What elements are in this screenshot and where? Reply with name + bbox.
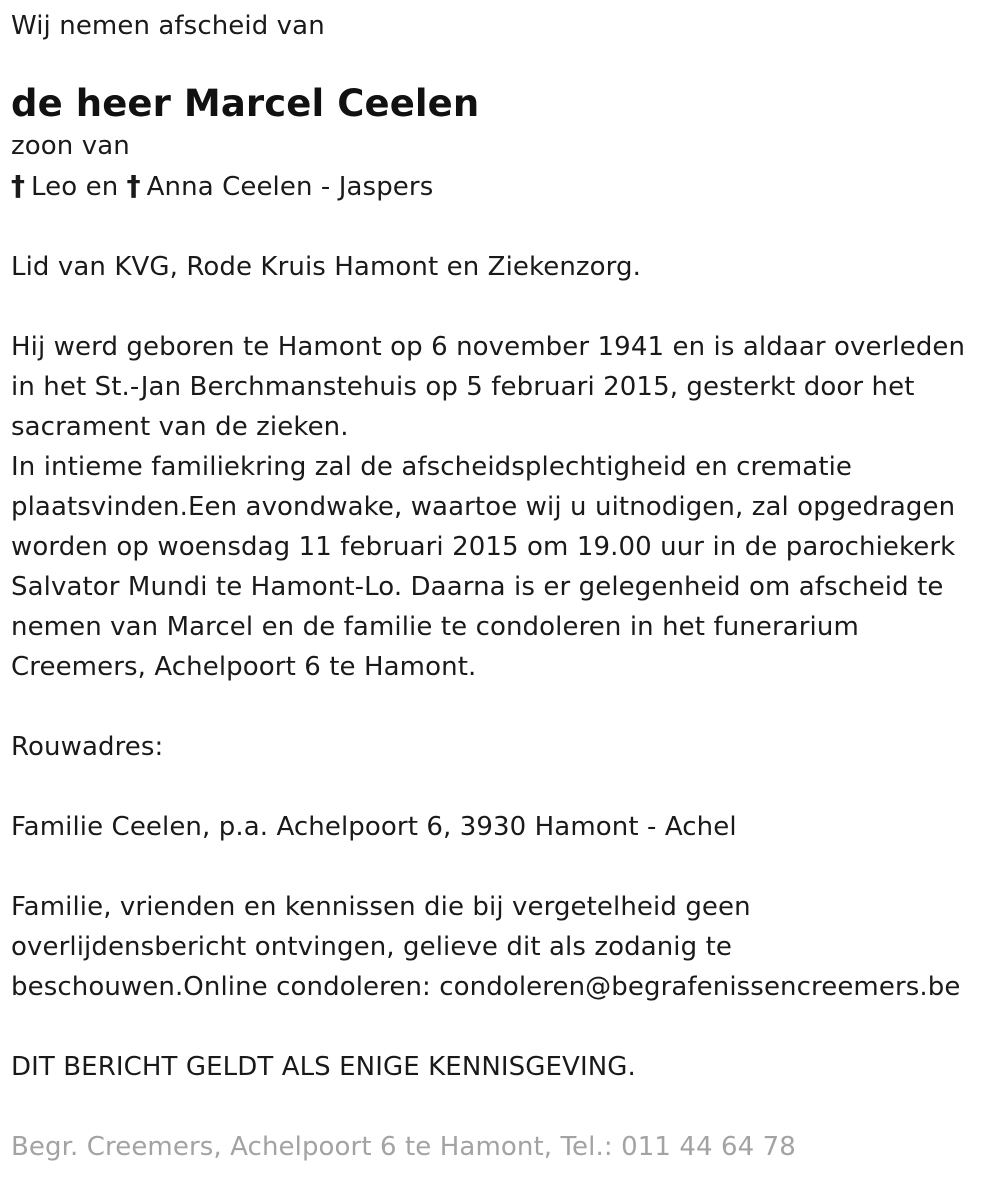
spacer [11, 1007, 991, 1047]
body-line: in het St.-Jan Berchmanstehuis op 5 februari 2015, gesterkt door het [11, 372, 915, 402]
body-line: Hij werd geboren te Hamont op 6 november 1941 en is aldaar overleden [11, 332, 966, 362]
mourning-address: Familie Ceelen, p.a. Achelpoort 6, 3930 Hamont - Achel [11, 812, 737, 842]
deceased-name: de heer Marcel Ceelen [11, 82, 480, 125]
mother-name: Anna Ceelen - Jaspers [146, 172, 434, 202]
spacer [11, 1087, 991, 1127]
body-paragraph [11, 327, 991, 687]
spacer [11, 767, 991, 807]
body-line: sacrament van de zieken. [11, 412, 349, 442]
membership-text: Lid van KVG, Rode Kruis Hamont en Ziekenzorg. [11, 252, 641, 282]
closing-line: overlijdensbericht ontvingen, gelieve dit als zodanig te [11, 932, 732, 962]
announcement-text: DIT BERICHT GELDT ALS ENIGE KENNISGEVING. [11, 1052, 636, 1082]
closing-line: Familie, vrienden en kennissen die bij vergetelheid geen [11, 892, 751, 922]
parents-line [11, 166, 991, 207]
cross-icon: † [11, 169, 26, 202]
address-label: Rouwadres: [11, 732, 164, 762]
closing-paragraph [11, 887, 991, 1007]
funeral-home-footer: Begr. Creemers, Achelpoort 6 te Hamont, Tel.: 011 44 64 78 [11, 1132, 796, 1162]
spacer [11, 687, 991, 727]
spacer [11, 847, 991, 887]
closing-line: beschouwen.Online condoleren: condoleren@begrafenissencreemers.be [11, 972, 961, 1002]
spacer [11, 287, 991, 327]
body-line: Creemers, Achelpoort 6 te Hamont. [11, 652, 477, 682]
relation-text: zoon van [11, 131, 130, 161]
body-line: In intieme familiekring zal de afscheidsplechtigheid en crematie [11, 452, 853, 482]
cross-icon: † [126, 169, 141, 202]
intro-text: Wij nemen afscheid van [11, 11, 325, 41]
body-line: worden op woensdag 11 februari 2015 om 19.00 uur in de parochiekerk [11, 532, 956, 562]
spacer [11, 207, 991, 247]
body-line: nemen van Marcel en de familie te condoleren in het funerarium [11, 612, 859, 642]
body-line: Salvator Mundi te Hamont-Lo. Daarna is er gelegenheid om afscheid te [11, 572, 944, 602]
father-name: Leo en [31, 172, 119, 202]
body-line: plaatsvinden.Een avondwake, waartoe wij u uitnodigen, zal opgedragen [11, 492, 956, 522]
